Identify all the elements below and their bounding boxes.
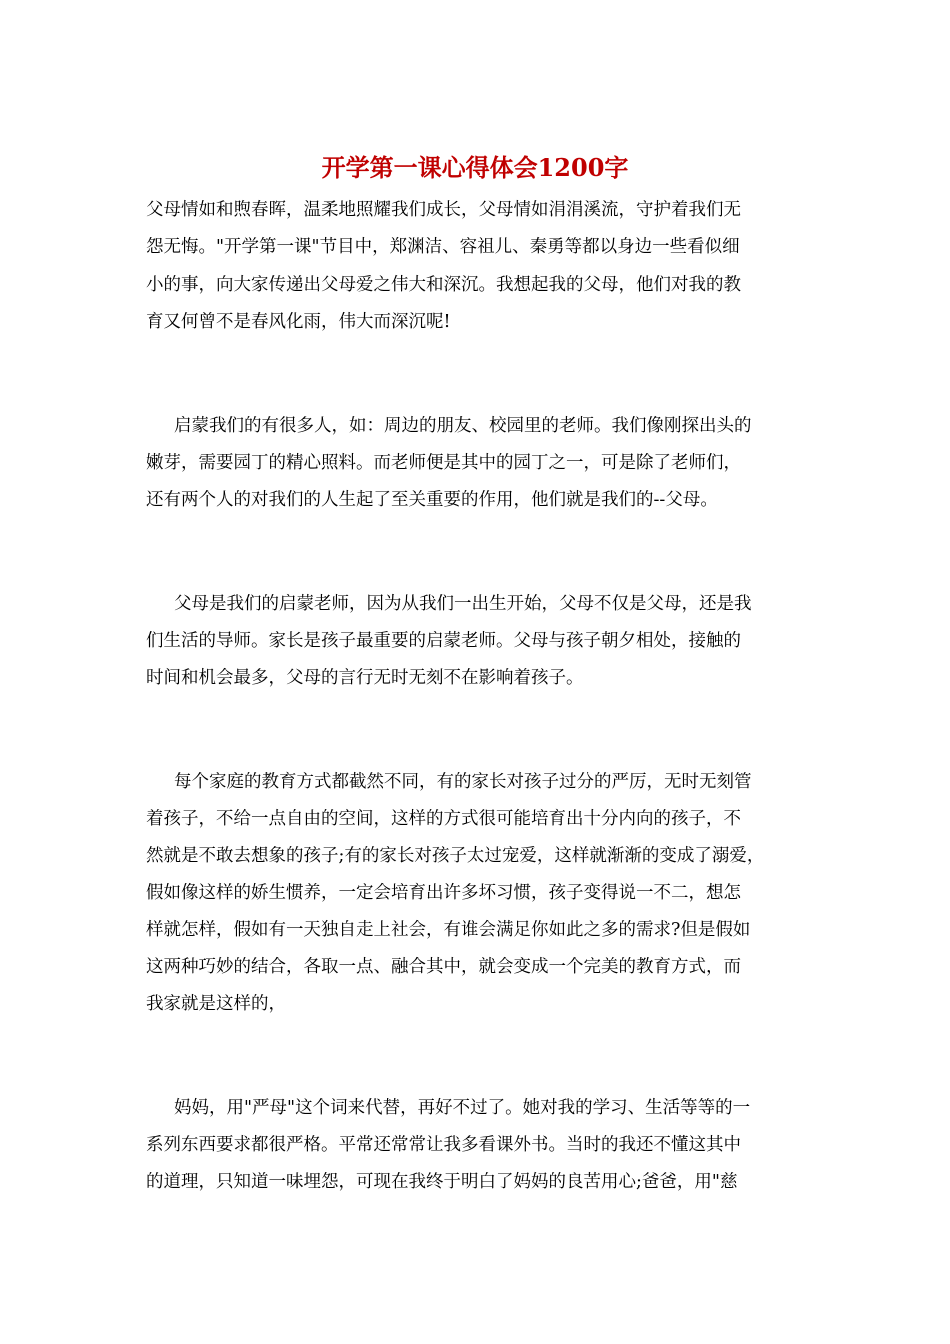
document-title: 开学第一课心得体会1200字 bbox=[321, 153, 629, 182]
paragraph-4-line-5: 样就怎样，假如有一天独自走上社会，有谁会满足你如此之多的需求?但是假如 bbox=[146, 920, 751, 940]
paragraph-4-line-3: 然就是不敢去想象的孩子;有的家长对孩子太过宠爱，这样就渐渐的变成了溺爱， bbox=[146, 846, 765, 866]
paragraph-1-line-3: 小的事，向大家传递出父母爱之伟大和深沉。我想起我的父母，他们对我的教 bbox=[146, 275, 741, 295]
paragraph-1-line-1: 父母情如和煦春晖，温柔地照耀我们成长，父母情如涓涓溪流，守护着我们无 bbox=[146, 200, 741, 220]
paragraph-5-line-1: 妈妈，用"严母"这个词来代替，再好不过了。她对我的学习、生活等等的一 bbox=[174, 1098, 751, 1118]
paragraph-4-line-6: 这两种巧妙的结合，各取一点、融合其中，就会变成一个完美的教育方式，而 bbox=[146, 957, 741, 977]
paragraph-3-line-1: 父母是我们的启蒙老师，因为从我们一出生开始，父母不仅是父母，还是我 bbox=[174, 594, 752, 614]
paragraph-4-line-7: 我家就是这样的， bbox=[146, 994, 286, 1014]
paragraph-2-line-3: 还有两个人的对我们的人生起了至关重要的作用，他们就是我们的--父母。 bbox=[146, 490, 718, 510]
paragraph-3-line-3: 时间和机会最多，父母的言行无时无刻不在影响着孩子。 bbox=[146, 668, 584, 688]
paragraph-4-line-4: 假如像这样的娇生惯养，一定会培育出许多坏习惯，孩子变得说一不二，想怎 bbox=[146, 883, 741, 903]
paragraph-2-line-1: 启蒙我们的有很多人，如：周边的朋友、校园里的老师。我们像刚探出头的 bbox=[174, 416, 752, 436]
paragraph-3-line-2: 们生活的导师。家长是孩子最重要的启蒙老师。父母与孩子朝夕相处，接触的 bbox=[146, 631, 741, 651]
paragraph-4-line-1: 每个家庭的教育方式都截然不同，有的家长对孩子过分的严厉，无时无刻管 bbox=[174, 772, 752, 792]
paragraph-5-line-2: 系列东西要求都很严格。平常还常常让我多看课外书。当时的我还不懂这其中 bbox=[146, 1135, 741, 1155]
paragraph-2-line-2: 嫩芽，需要园丁的精心照料。而老师便是其中的园丁之一，可是除了老师们， bbox=[146, 453, 741, 473]
paragraph-5-line-3: 的道理，只知道一味埋怨，可现在我终于明白了妈妈的良苦用心;爸爸，用"慈 bbox=[146, 1172, 738, 1192]
paragraph-1-line-4: 育又何曾不是春风化雨，伟大而深沉呢! bbox=[146, 312, 451, 332]
paragraph-4-line-2: 着孩子，不给一点自由的空间，这样的方式很可能培育出十分内向的孩子，不 bbox=[146, 809, 741, 829]
paragraph-1-line-2: 怨无悔。"开学第一课"节目中，郑渊洁、容祖儿、秦勇等都以身边一些看似细 bbox=[146, 237, 740, 257]
